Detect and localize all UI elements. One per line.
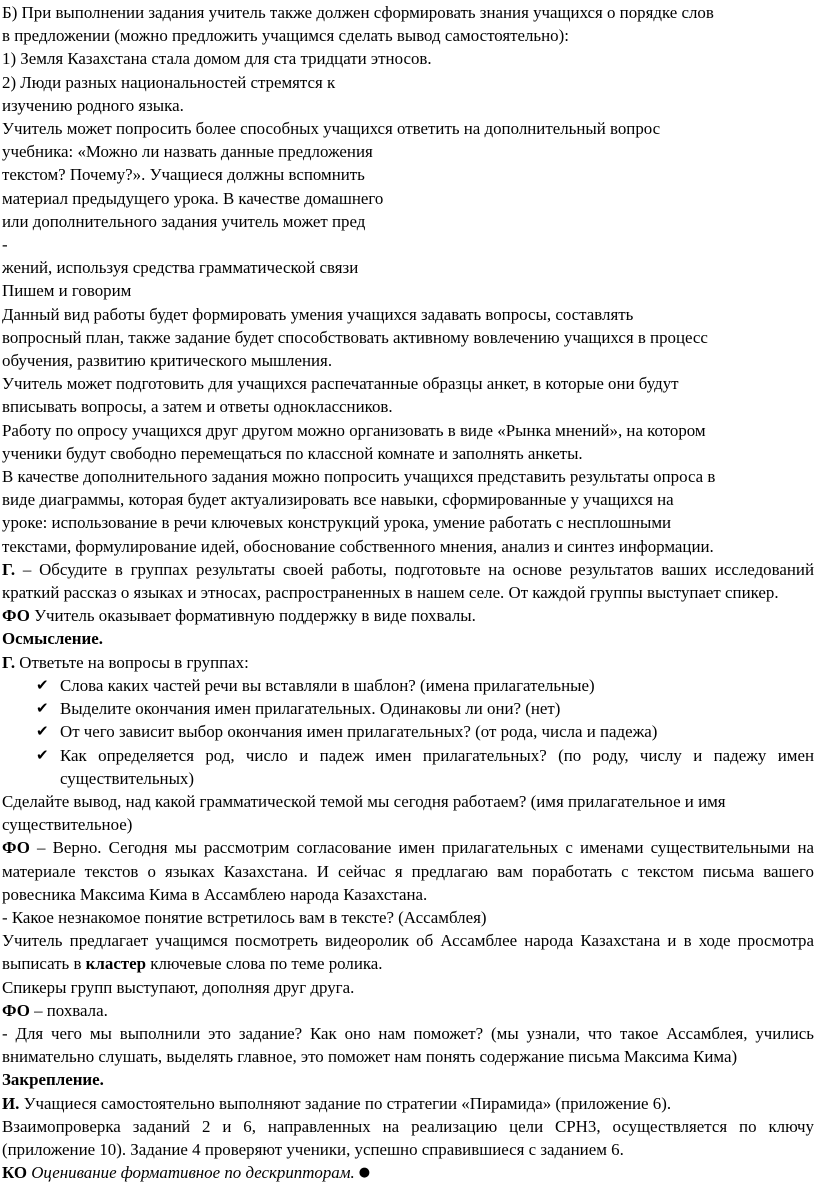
text-line: в предложении (можно предложить учащимся сделать вывод самостоятельно): bbox=[2, 26, 569, 46]
group-questions-intro bbox=[2, 651, 814, 674]
text-line: Учитель может подготовить для учащихся распечатанные образцы анкет, в которые они будут bbox=[2, 374, 679, 394]
question-text: Выделите окончания имен прилагательных. Одинаковы ли они? (нет) bbox=[60, 699, 561, 719]
ko-paragraph bbox=[2, 1161, 814, 1184]
text-line: обучения, развитию критического мышления. bbox=[2, 351, 333, 371]
video-task-text-end: ключевые слова по теме ролика. bbox=[146, 954, 383, 974]
fo-label: ФО bbox=[2, 1000, 30, 1020]
fo-text: Учитель оказывает формативную поддержку в виде похвалы. bbox=[29, 606, 476, 626]
text-line: или дополнительного задания учитель может пред bbox=[2, 211, 366, 231]
text-line: Данный вид работы будет формировать умения учащихся задавать вопросы, составлять bbox=[2, 304, 634, 324]
text-line: 2) Люди разных национальностей стремятся к bbox=[2, 72, 336, 92]
text-line: материал предыдущего урока. В качестве домашнего bbox=[2, 188, 384, 208]
text-line: уроке: использование в речи ключевых конструкций урока, умение работать с несплошными bbox=[2, 513, 672, 533]
why-task-paragraph: - Для чего мы выполнили это задание? Как оно нам поможет? (мы узнали, что такое Ассамблея, учились внимательно слушать, выделять главное, это поможет нам понять содержание письма Максима Кима) bbox=[2, 1023, 814, 1067]
consolidation-heading: Закрепление. bbox=[2, 1070, 104, 1090]
text-line: изучению родного языка. bbox=[2, 95, 184, 115]
list-item bbox=[36, 674, 814, 697]
text-line: 1) Земля Казахстана стала домом для ста тридцати этносов. bbox=[2, 49, 432, 69]
list-item bbox=[36, 744, 814, 790]
list-item bbox=[36, 720, 814, 743]
text-line: жений, используя средства грамматической связи bbox=[2, 258, 359, 278]
fo-text: – Верно. Сегодня мы рассмотрим согласование имен прилагательных с именами существительными на материале текстов о языках Казахстана. И сейчас я предлагаю вам поработать с текстом письма вашего ровесника Максима Кима в Ассамблею народа Казахстана. bbox=[2, 838, 814, 904]
individual-task-label: И. bbox=[2, 1093, 20, 1113]
text-line: В качестве дополнительного задания можно попросить учащихся представить результаты опроса в bbox=[2, 467, 716, 487]
fo-paragraph bbox=[2, 604, 814, 627]
question-list bbox=[2, 674, 814, 790]
fo-paragraph bbox=[2, 836, 814, 906]
text-line: Работу по опросу учащихся друг другом можно организовать в виде «Рынка мнений», на котором bbox=[2, 420, 706, 440]
question-text: Слова каких частей речи вы вставляли в шаблон? (имена прилагательные) bbox=[60, 675, 595, 695]
group-questions-text: Ответьте на вопросы в группах: bbox=[15, 652, 249, 672]
cluster-term: кластер bbox=[85, 954, 147, 974]
ko-text: Оценивание формативное по дескрипторам. bbox=[26, 1163, 355, 1183]
individual-task-text: Учащиеся самостоятельно выполняют задание по стратегии «Пирамида» (приложение 6). bbox=[19, 1093, 672, 1113]
fo-paragraph bbox=[2, 999, 814, 1022]
text-line: Б) При выполнении задания учитель также должен сформировать знания учащихся о порядке слов bbox=[2, 3, 714, 22]
fo-label: ФО bbox=[2, 838, 30, 858]
text-line: текстом? Почему?». Учащиеся должны вспомнить bbox=[2, 165, 365, 185]
group-task-label: Г. bbox=[2, 559, 16, 579]
reflection-heading: Осмысление. bbox=[2, 629, 103, 649]
text-line: - bbox=[2, 235, 8, 255]
video-task-text: Учитель предлагает учащимся посмотреть видеоролик об Ассамблее народа Казахстана и в ходе просмотра выписать в bbox=[2, 931, 814, 974]
bullet-icon: ● bbox=[358, 1165, 371, 1181]
speakers-paragraph: Спикеры групп выступают, дополняя друг друга. bbox=[2, 977, 355, 997]
group-task-text: – Обсудите в группах результаты своей работы, подготовьте на основе результатов ваших исследований краткий рассказ о языках и этносах, распространенных в нашем селе. От каждой группы выступает спикер. bbox=[2, 559, 814, 603]
ko-label: КО bbox=[2, 1163, 27, 1183]
question-text: Как определяется род, число и падеж имен прилагательных? (по роду, числу и падежу имен существительных) bbox=[60, 745, 814, 788]
question-text: От чего зависит выбор окончания имен прилагательных? (от рода, числа и падежа) bbox=[60, 722, 658, 742]
text-line: учебника: «Можно ли назвать данные предложения bbox=[2, 142, 373, 162]
list-item bbox=[36, 697, 814, 720]
text-line: ученики будут свободно перемещаться по классной комнате и заполнять анкеты. bbox=[2, 443, 583, 463]
text-line: виде диаграммы, которая будет актуализировать все навыки, сформированные у учащихся на bbox=[2, 490, 674, 510]
section-heading-write-speak: Пишем и говорим bbox=[2, 281, 132, 301]
checkmark-icon: ✔ bbox=[36, 675, 49, 694]
fo-label: ФО bbox=[2, 606, 30, 626]
text-line: текстами, формулирование идей, обоснование собственного мнения, анализ и синтез информации. bbox=[2, 536, 714, 556]
video-task-paragraph bbox=[2, 929, 814, 975]
checkmark-icon: ✔ bbox=[36, 745, 49, 764]
fo-text: – похвала. bbox=[29, 1000, 108, 1020]
peer-check-paragraph: Взаимопроверка заданий 2 и 6, направленных на реализацию цели СРН3, осуществляется по ключу (приложение 10). Задание 4 проверяют ученики, успешно справившиеся с заданием 6. bbox=[2, 1116, 814, 1159]
unknown-concept-question: - Какое незнакомое понятие встретилось вам в тексте? (Ассамблея) bbox=[2, 907, 487, 927]
conclusion-paragraph: Сделайте вывод, над какой грамматической темой мы сегодня работаем? (имя прилагательное и имя существительное) bbox=[2, 791, 726, 835]
individual-task-paragraph bbox=[2, 1092, 814, 1115]
checkmark-icon: ✔ bbox=[36, 699, 49, 718]
text-line: вписывать вопросы, а затем и ответы одноклассников. bbox=[2, 397, 393, 417]
text-line: Учитель может попросить более способных учащихся ответить на дополнительный вопрос bbox=[2, 119, 661, 139]
checkmark-icon: ✔ bbox=[36, 722, 49, 741]
text-line: вопросный план, также задание будет способствовать активному вовлечению учащихся в процесс bbox=[2, 327, 708, 347]
group-task-paragraph bbox=[2, 558, 814, 604]
group-questions-label: Г. bbox=[2, 652, 16, 672]
